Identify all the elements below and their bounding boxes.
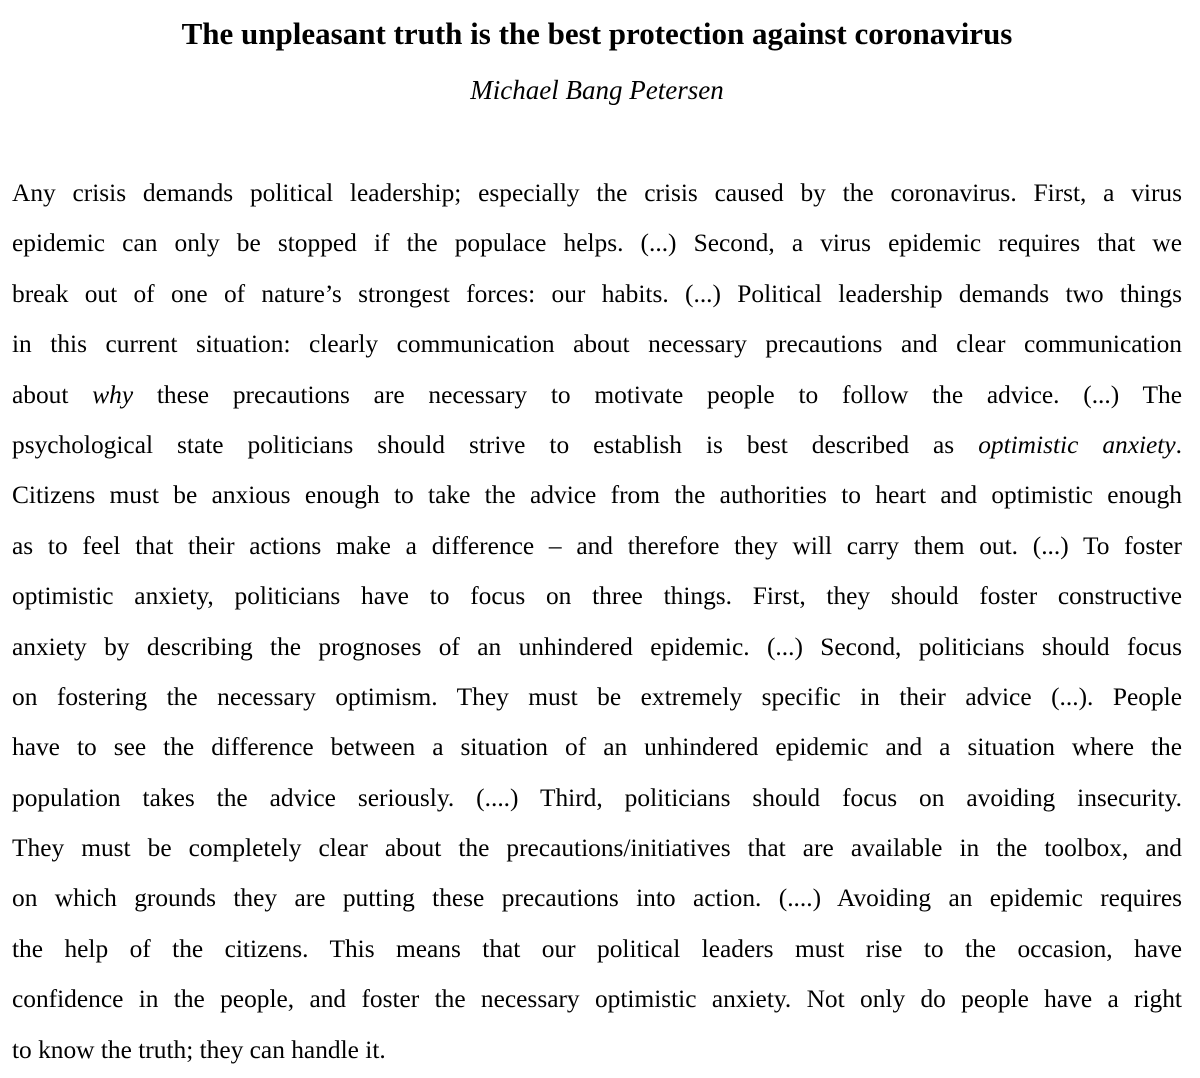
line-text: in this current situation: clearly communication about necessary precautions and clear communication — [12, 330, 1182, 359]
paragraph-line — [12, 524, 1182, 574]
document-title: The unpleasant truth is the best protection against coronavirus — [181, 16, 1013, 51]
line-text: confidence in the people, and foster the necessary optimistic anxiety. Not only do people have a right — [12, 985, 1182, 1014]
line-text: as to feel that their actions make a difference – and therefore they will carry them out. (...) To foster — [12, 531, 1182, 560]
emphasized-text: optimistic anxiety — [978, 430, 1176, 459]
paragraph-line — [12, 373, 1182, 423]
paragraph-line — [12, 574, 1182, 624]
paragraph-line — [12, 776, 1182, 826]
paragraph-line — [12, 675, 1182, 725]
line-text: They must be completely clear about the precautions/initiatives that are available in the toolbox, and — [12, 834, 1182, 863]
paragraph-line — [12, 625, 1182, 675]
line-text: epidemic can only be stopped if the populace helps. (...) Second, a virus epidemic requires that we — [12, 229, 1182, 258]
paragraph-line — [12, 221, 1182, 271]
line-text: the help of the citizens. This means that our political leaders must rise to the occasion, have — [12, 934, 1182, 963]
line-text: on fostering the necessary optimism. They must be extremely specific in their advice (...). People — [12, 682, 1182, 711]
paragraph-line — [12, 473, 1182, 523]
line-text: about — [12, 380, 93, 409]
line-text: these precautions are necessary to motivate people to follow the advice. (...) The — [133, 380, 1182, 409]
paragraph-line — [12, 826, 1182, 876]
line-text: break out of one of nature’s strongest forces: our habits. (...) Political leadership demands two things — [12, 279, 1182, 308]
paragraph-line — [12, 1028, 1182, 1078]
document-body — [12, 171, 1182, 1078]
line-text: on which grounds they are putting these precautions into action. (....) Avoiding an epidemic requires — [12, 884, 1182, 913]
line-text: . — [1175, 430, 1182, 459]
paragraph-line — [12, 725, 1182, 775]
paragraph-line — [12, 322, 1182, 372]
line-text: optimistic anxiety, politicians have to focus on three things. First, they should foster constructive — [12, 582, 1182, 611]
paragraph-line — [12, 272, 1182, 322]
line-text: Citizens must be anxious enough to take the advice from the authorities to heart and optimistic enough — [12, 481, 1182, 510]
paragraph-line — [12, 977, 1182, 1027]
emphasized-text: why — [92, 380, 134, 409]
document-author: Michael Bang Petersen — [470, 75, 724, 105]
paragraph-line — [12, 876, 1182, 926]
paragraph-line — [12, 171, 1182, 221]
line-text: psychological state politicians should strive to establish is best described as — [12, 430, 979, 459]
paragraph-line — [12, 927, 1182, 977]
line-text: Any crisis demands political leadership; especially the crisis caused by the coronavirus. First, a virus — [12, 179, 1182, 207]
paragraph-line — [12, 423, 1182, 473]
line-text: anxiety by describing the prognoses of an unhindered epidemic. (...) Second, politicians should focus — [12, 632, 1182, 661]
line-text: population takes the advice seriously. (....) Third, politicians should focus on avoiding insecurity. — [12, 783, 1182, 812]
line-text: have to see the difference between a situation of an unhindered epidemic and a situation where the — [12, 733, 1182, 762]
line-text: to know the truth; they can handle it. — [12, 1035, 386, 1064]
